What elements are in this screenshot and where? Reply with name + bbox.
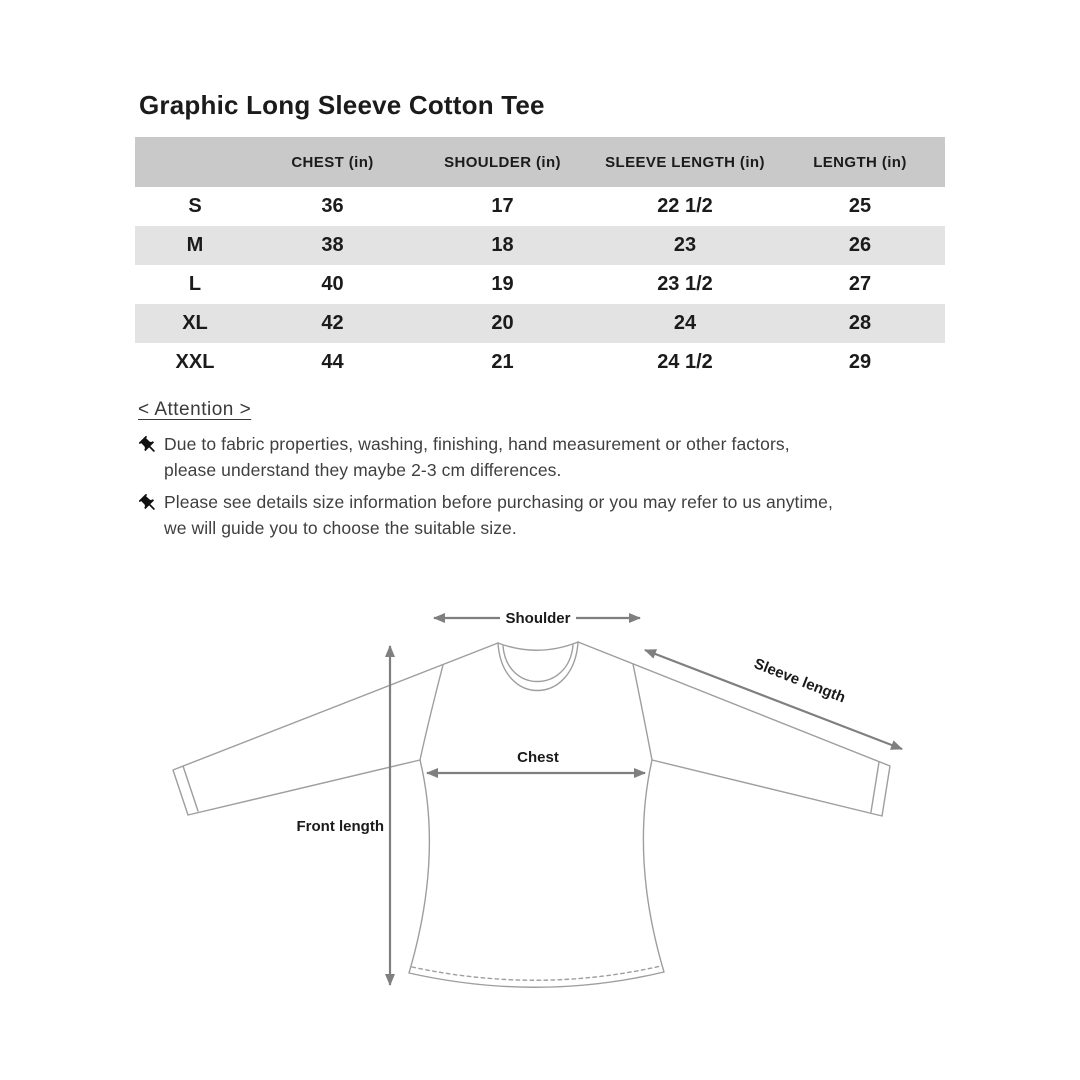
hem-stitch-line bbox=[412, 966, 661, 980]
col-header-length: LENGTH (in) bbox=[775, 137, 945, 187]
size-cell: XL bbox=[182, 312, 208, 334]
col-header-shoulder: SHOULDER (in) bbox=[410, 137, 595, 187]
attention-heading: < Attention > bbox=[138, 399, 252, 420]
header-row bbox=[135, 137, 945, 187]
table-row-s bbox=[135, 187, 945, 226]
sleeve-length-cell: 24 bbox=[673, 312, 697, 334]
sleeve-length-cell: 23 1/2 bbox=[657, 273, 713, 295]
length-cell: 29 bbox=[848, 351, 872, 373]
front-length-label: Front length bbox=[296, 818, 384, 835]
chest-cell: 38 bbox=[321, 234, 344, 256]
length-cell: 27 bbox=[848, 273, 872, 295]
attention-note bbox=[138, 489, 938, 541]
attention-note bbox=[138, 431, 938, 483]
length-cell: 28 bbox=[848, 312, 872, 334]
sleeve-length-cell: 23 bbox=[673, 234, 697, 256]
note-line: Due to fabric properties, washing, finishing, hand measurement or other factors, bbox=[164, 434, 790, 454]
page-title: Graphic Long Sleeve Cotton Tee bbox=[139, 90, 545, 120]
table-row-xxl bbox=[135, 343, 945, 382]
col-header-size bbox=[135, 137, 255, 187]
note-text bbox=[164, 489, 833, 541]
attention-section bbox=[138, 399, 938, 547]
left-cuff-band bbox=[183, 766, 198, 811]
table-row-l bbox=[135, 265, 945, 304]
shirt-left-sleeve bbox=[173, 643, 498, 815]
shirt-right-sleeve bbox=[578, 642, 890, 816]
size-table bbox=[135, 137, 945, 382]
table-row-m bbox=[135, 226, 945, 265]
note-line: we will guide you to choose the suitable size. bbox=[164, 518, 517, 538]
length-cell: 25 bbox=[848, 195, 872, 217]
chest-label: Chest bbox=[517, 749, 559, 766]
measurement-diagram bbox=[150, 588, 930, 1018]
col-header-chest: CHEST (in) bbox=[255, 137, 410, 187]
shoulder-label: Shoulder bbox=[505, 610, 571, 627]
note-line: Please see details size information before purchasing or you may refer to us anytime, bbox=[164, 492, 833, 512]
pushpin-icon bbox=[138, 431, 164, 456]
col-header-sleeve-length: SLEEVE LENGTH (in) bbox=[595, 137, 775, 187]
pushpin-icon bbox=[138, 489, 164, 514]
note-line: please understand they maybe 2-3 cm differences. bbox=[164, 460, 562, 480]
sleeve-length-label: Sleeve length bbox=[751, 655, 848, 707]
sleeve-length-cell: 22 1/2 bbox=[657, 195, 713, 217]
chest-cell: 42 bbox=[321, 312, 344, 334]
size-cell: M bbox=[186, 234, 204, 256]
shirt-body-outline bbox=[409, 664, 664, 987]
shoulder-cell: 17 bbox=[491, 195, 514, 217]
chest-cell: 36 bbox=[321, 195, 344, 217]
chest-cell: 44 bbox=[321, 351, 344, 373]
chest-cell: 40 bbox=[321, 273, 344, 295]
tshirt-diagram-svg bbox=[150, 588, 930, 1018]
size-cell: XXL bbox=[175, 351, 215, 373]
shoulder-cell: 21 bbox=[491, 351, 514, 373]
sleeve-length-cell: 24 1/2 bbox=[657, 351, 713, 373]
collar-back-line bbox=[498, 642, 578, 650]
note-text bbox=[164, 431, 790, 483]
shoulder-cell: 18 bbox=[491, 234, 514, 256]
shoulder-cell: 19 bbox=[491, 273, 514, 295]
size-cell: L bbox=[188, 273, 202, 295]
length-cell: 26 bbox=[848, 234, 872, 256]
right-cuff-band bbox=[871, 762, 879, 812]
size-table-header bbox=[135, 137, 945, 187]
shoulder-cell: 20 bbox=[491, 312, 514, 334]
size-cell: S bbox=[188, 195, 202, 217]
table-row-xl bbox=[135, 304, 945, 343]
